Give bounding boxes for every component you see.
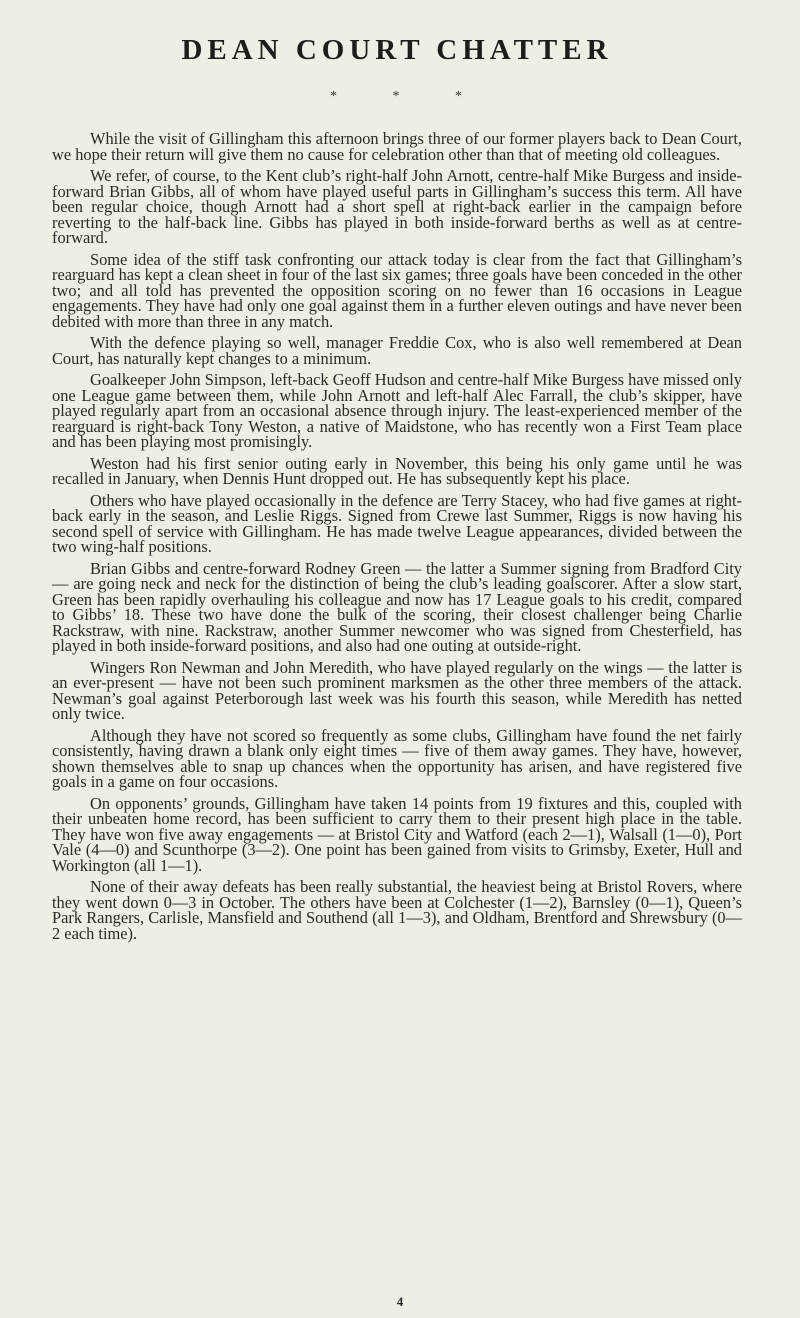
paragraph: Although they have not scored so frequently as some clubs, Gillingham have found the net fairly consistently, having drawn a blank only eight times — five of them away games. They have, however, shown themselves able to snap up chances when the opportunity has arisen, and have registered five goals in a game on four occasions. [52,725,742,791]
paragraph: Goalkeeper John Simpson, left-back Geoff Hudson and centre-half Mike Burgess have missed only one League game between them, while John Arnott and left-half Alec Farrall, the club’s skipper, have played regularly apart from an occasional absence through injury. The least-experienced member of the rearguard is right-back Tony Weston, a native of Maidstone, who has recently won a First Team place and has been playing most promisingly. [52,370,742,451]
paragraph: We refer, of course, to the Kent club’s right-half John Arnott, centre-half Mike Burgess and inside-forward Brian Gibbs, all of whom have played useful parts in Gillingham’s success this term. All have been regular choice, though Arnott had a short spell at right-back earlier in the campaign before reverting to the half-back line. Gibbs has played in both inside-forward berths as well as at centre-forward. [52,166,742,247]
paragraph: None of their away defeats has been really substantial, the heaviest being at Bristol Rovers, where they went down 0—3 in October. The others have been at Colchester (1—2), Barnsley (0—1), Queen’s Park Rangers, Carlisle, Mansfield and Southend (all 1—3), and Oldham, Brentford and Shrewsbury (0—2 each time). [52,877,742,943]
paragraph: Weston had his first senior outing early in November, this being his only game until he was recalled in January, when Dennis Hunt dropped out. He has subsequently kept his place. [52,453,742,488]
paragraph: With the defence playing so well, manager Freddie Cox, who is also well remembered at Dean Court, has naturally kept changes to a minimum. [52,333,742,368]
page-number: 4 [396,1294,404,1309]
section-separator: * * * [330,89,488,104]
paragraph: Brian Gibbs and centre-forward Rodney Green — the latter a Summer signing from Bradford City — are going neck and neck for the distinction of being the club’s leading goalscorer. After a slow start, Green has been rapidly overhauling his colleague and now has 17 League goals to his credit, compared to Gibbs’ 18. These two have done the bulk of the scoring, their closest challenger being Charlie Rackstraw, with nine. Rackstraw, another Summer newcomer who was signed from Chesterfield, has played in both inside-forward positions, and also had one outing at outside-right. [52,558,742,655]
paragraph: Others who have played occasionally in the defence are Terry Stacey, who had five games at right-back early in the season, and Leslie Riggs. Signed from Crewe last Summer, Riggs is now having his second spell of service with Gillingham. He has made twelve League appearances, divided between the two wing-half positions. [52,490,742,556]
paragraph: Wingers Ron Newman and John Meredith, who have played regularly on the wings — the latter is an ever-present — have not been such prominent marksmen as the other three members of the attack. Newman’s goal against Peterborough last week was his fourth this season, while Meredith has netted only twice. [52,657,742,723]
page-title: DEAN COURT CHATTER [181,34,613,66]
paragraph: While the visit of Gillingham this afternoon brings three of our former players back to Dean Court, we hope their return will give them no cause for celebration other than that of meeting old colleagues. [52,129,742,164]
article-body [52,131,742,941]
paragraph: Some idea of the stiff task confronting our attack today is clear from the fact that Gillingham’s rearguard has kept a clean sheet in four of the last six games; three goals have been conceded in the other two; and all told has prevented the opposition scoring on no fewer than 16 occasions in League engagements. They have had only one goal against them in a further eleven outings and have never been debited with more than three in any match. [52,249,742,331]
paragraph: On opponents’ grounds, Gillingham have taken 14 points from 19 fixtures and this, coupled with their unbeaten home record, has been sufficient to carry them to their present high place in the table. They have won five away engagements — at Bristol City and Watford (each 2—1), Walsall (1—0), Port Vale (4—0) and Scunthorpe (3—2). One point has been gained from visits to Grimsby, Exeter, Hull and Workington (all 1—1). [52,793,742,875]
